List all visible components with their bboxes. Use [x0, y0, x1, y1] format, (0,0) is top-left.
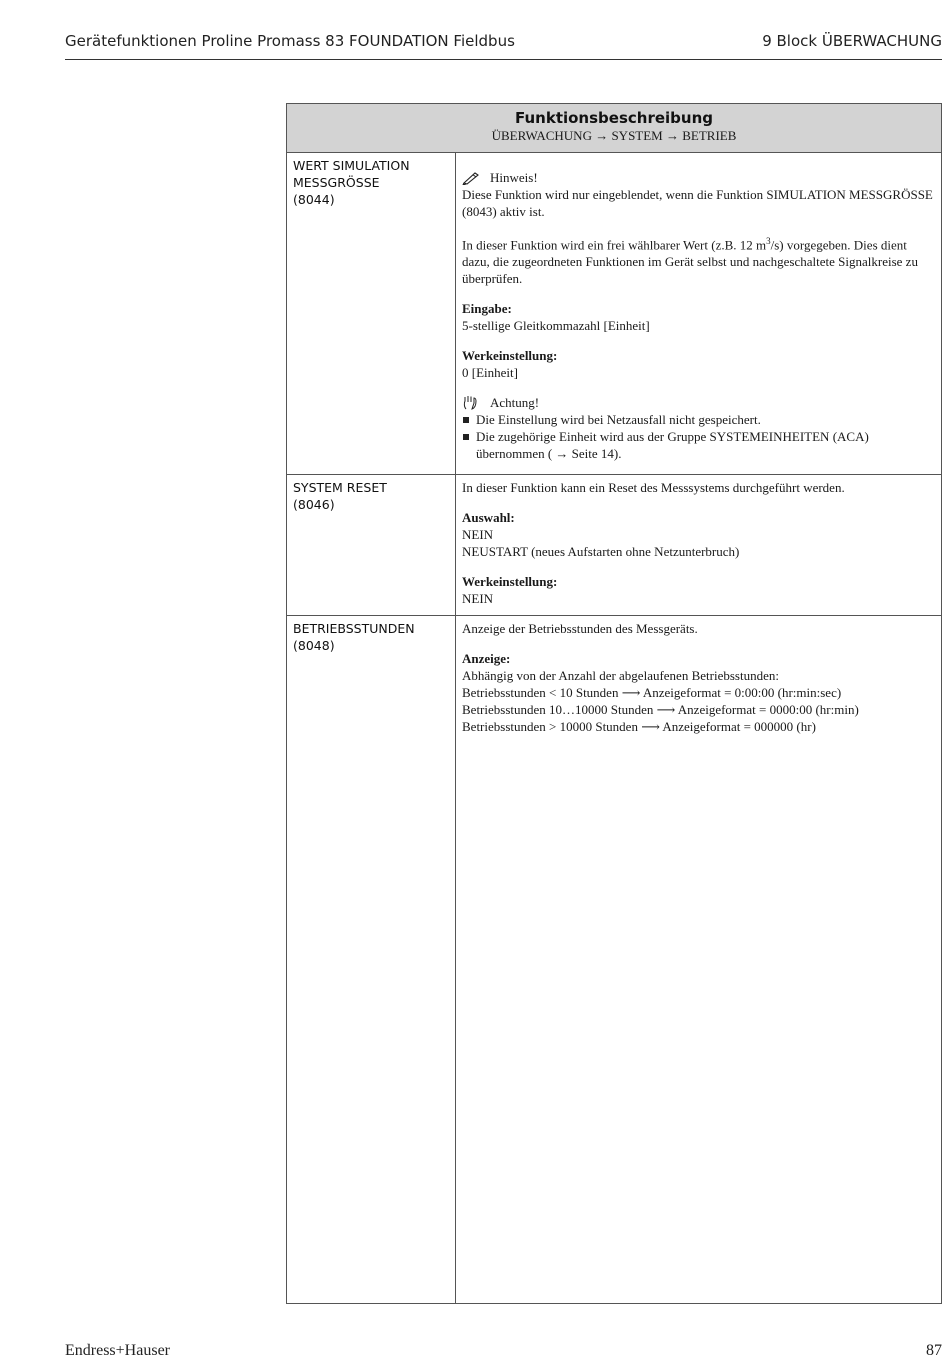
function-description-8048	[462, 620, 934, 748]
brand-name: Endress+Hauser	[65, 1342, 170, 1359]
list-item: Die zugehörige Einheit wird aus der Gruppe SYSTEMEINHEITEN (ACA) übernommen ( → Seite 14).	[462, 428, 934, 462]
hint-heading	[462, 169, 934, 186]
display-label: Anzeige:	[462, 651, 511, 666]
factory-setting-label: Werkeinstellung:	[462, 348, 558, 364]
hint-label: Hinweis!	[490, 170, 538, 185]
description-text: Anzeige der Betriebsstunden des Messgeräts.	[462, 621, 698, 636]
function-name-8044	[293, 157, 448, 208]
menu-path: ÜBERWACHUNG → SYSTEM → BETRIEB	[491, 128, 737, 143]
input-value: 5-stellige Gleitkommazahl [Einheit]	[462, 318, 650, 334]
table-title: Funktionsbeschreibung	[514, 109, 713, 127]
column-divider	[455, 153, 456, 1303]
header-title: Gerätefunktionen Proline Promass 83 FOUNDATION Fieldbus	[65, 32, 515, 50]
pencil-icon	[462, 171, 480, 185]
header-section: 9 Block ÜBERWACHUNG	[762, 32, 942, 50]
caution-list	[462, 411, 934, 462]
function-code: (8046)	[293, 497, 335, 512]
factory-setting-value: NEIN	[462, 591, 494, 606]
caution-hand-icon	[462, 395, 480, 411]
function-name-line: MESSGRÖSSE	[293, 175, 380, 190]
function-code: (8044)	[293, 192, 335, 207]
function-table	[286, 103, 942, 1304]
display-intro: Abhängig von der Anzahl der abgelaufenen Betriebsstunden:	[462, 668, 779, 683]
function-description-8046	[462, 479, 934, 620]
function-name-8046	[293, 479, 448, 513]
display-format-line: Betriebsstunden > 10000 Stunden ⟶ Anzeigeformat = 000000 (hr)	[462, 719, 816, 734]
page-number: 87	[926, 1342, 942, 1359]
function-description-8044	[462, 169, 934, 462]
caution-heading	[462, 394, 934, 411]
page-header	[65, 32, 942, 60]
factory-setting-label: Werkeinstellung:	[462, 574, 558, 589]
function-code: (8048)	[293, 638, 335, 653]
function-name-8048	[293, 620, 448, 654]
display-format-line: Betriebsstunden < 10 Stunden ⟶ Anzeigeformat = 0:00:00 (hr:min:sec)	[462, 685, 842, 700]
function-name-line: WERT SIMULATION	[293, 158, 410, 173]
factory-setting-value: 0 [Einheit]	[462, 365, 518, 381]
hint-text: Diese Funktion wird nur eingeblendet, wenn die Funktion SIMULATION MESSGRÖSSE (8043) aktiv ist.	[462, 187, 933, 219]
display-format-line: Betriebsstunden 10…10000 Stunden ⟶ Anzeigeformat = 0000:00 (hr:min)	[462, 702, 859, 717]
list-item: Die Einstellung wird bei Netzausfall nicht gespeichert.	[462, 411, 934, 428]
table-header	[287, 104, 941, 153]
caution-label: Achtung!	[490, 395, 540, 411]
selection-label: Auswahl:	[462, 510, 515, 525]
description-text: In dieser Funktion wird ein frei wählbarer Wert (z.B. 12 $m^3/s$) vorgegeben. Dies dient dazu, die zugeordneten Funktionen im Gerät selbst und nachgeschaltete Signalkreise zu überprüfen.	[462, 236, 918, 287]
option-item: NEUSTART (neues Aufstarten ohne Netzunterbruch)	[462, 544, 740, 559]
function-name-line: BETRIEBSSTUNDEN	[293, 621, 415, 636]
input-label: Eingabe:	[462, 301, 512, 317]
option-item: NEIN	[462, 527, 494, 542]
function-name-line: SYSTEM RESET	[293, 480, 387, 495]
description-text: In dieser Funktion kann ein Reset des Messsystems durchgeführt werden.	[462, 480, 845, 495]
row-divider	[287, 474, 941, 475]
